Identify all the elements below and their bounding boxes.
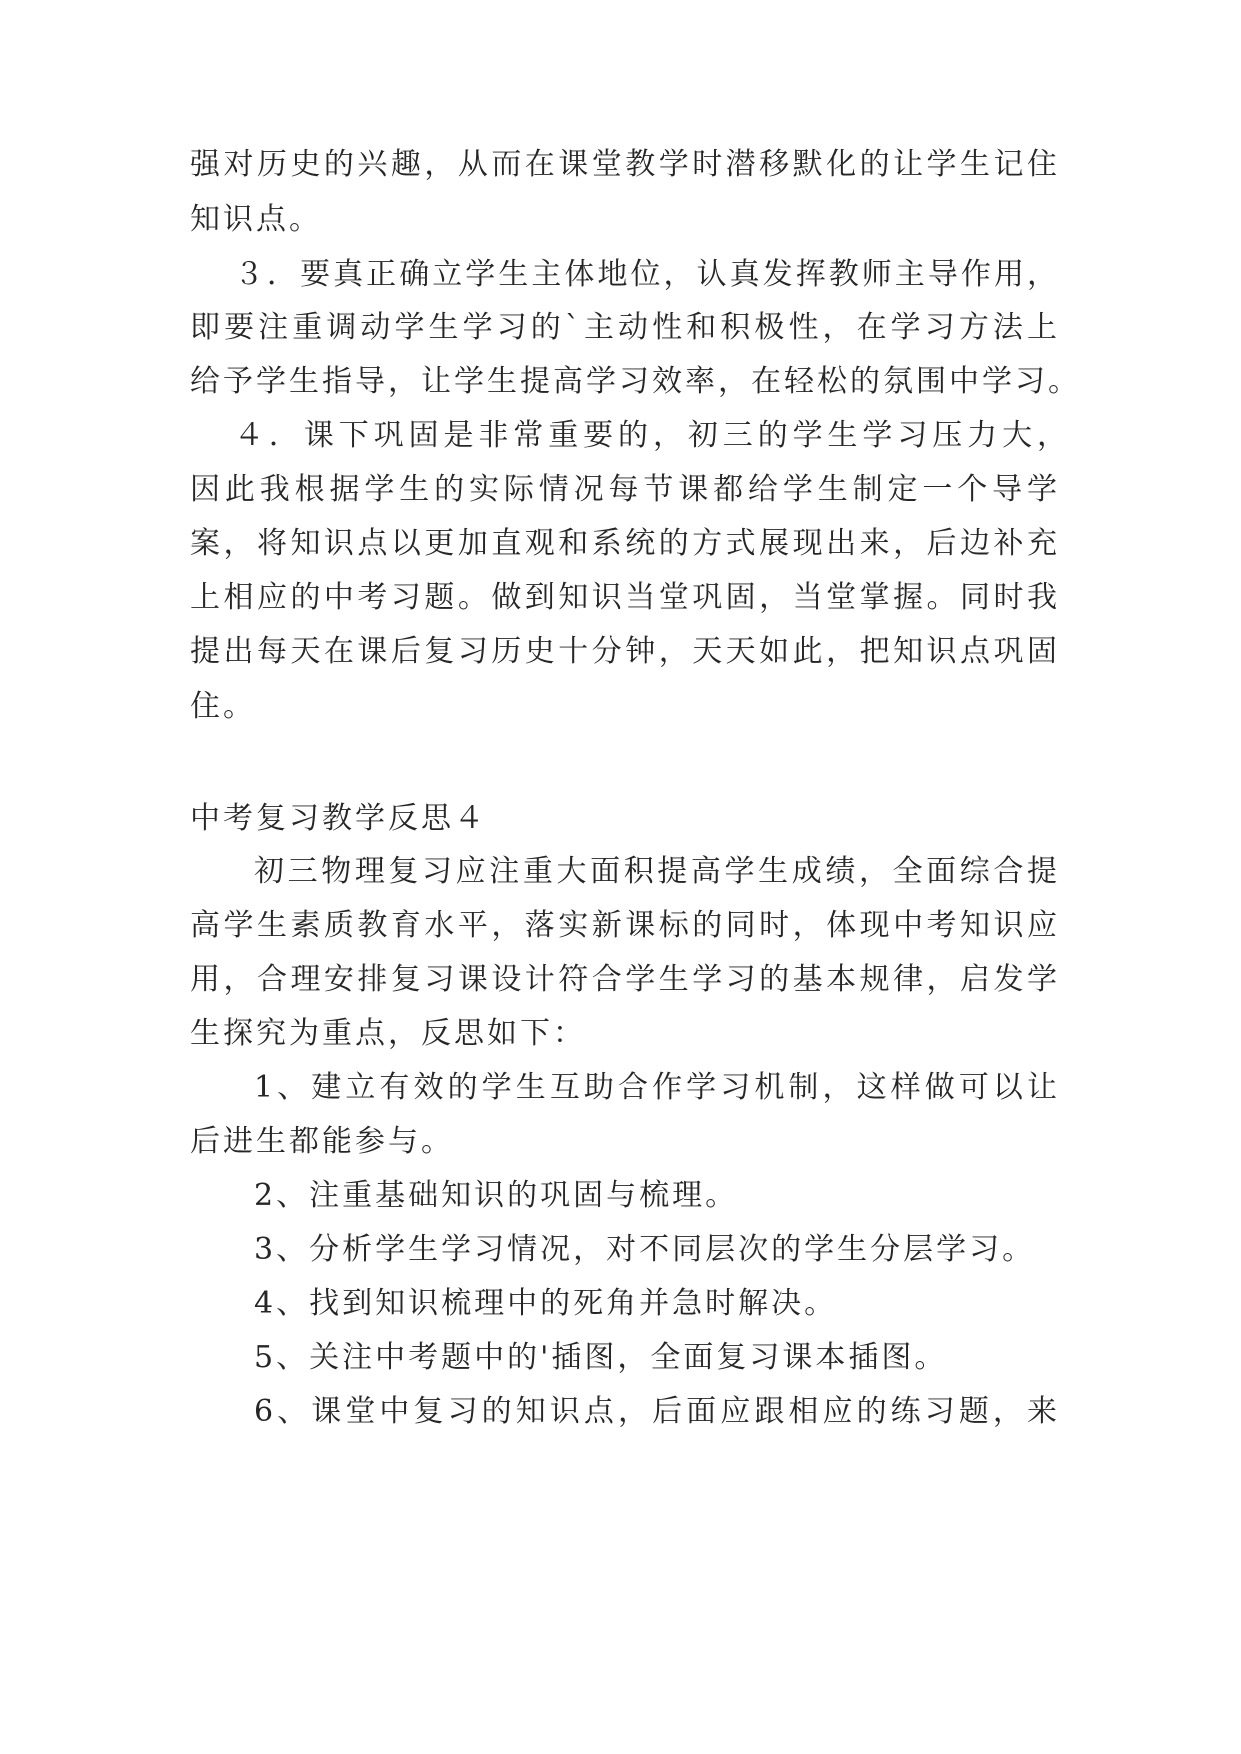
paragraph-line: 后进生都能参与。 — [190, 1124, 454, 1159]
list-item: 3、分析学生学习情况，对不同层次的学生分层学习。 — [254, 1232, 1036, 1267]
paragraph-line: 给予学生指导，让学生提高学习效率，在轻松的氛围中学习。 — [190, 364, 1081, 399]
paragraph-line: 知识点。 — [190, 202, 322, 237]
paragraph-line: 生探究为重点，反思如下： — [190, 1016, 586, 1051]
paragraph-line: 高学生素质教育水平，落实新课标的同时，体现中考知识应 — [190, 908, 1060, 943]
paragraph-line: 1、建立有效的学生互助合作学习机制，这样做可以让 — [254, 1070, 1060, 1105]
paragraph-line: 强对历史的兴趣，从而在课堂教学时潜移默化的让学生记住 — [190, 147, 1060, 182]
paragraph-line: 初三物理复习应注重大面积提高学生成绩，全面综合提 — [254, 854, 1060, 889]
paragraph-line: 即要注重调动学生学习的`主动性和积极性，在学习方法上 — [190, 310, 1060, 345]
section-heading: 中考复习教学反思４ — [190, 801, 487, 836]
paragraph-line: ４．课下巩固是非常重要的，初三的学生学习压力大， — [234, 418, 1070, 453]
paragraph-line: 提出每天在课后复习历史十分钟，天天如此，把知识点巩固 — [190, 634, 1060, 669]
paragraph-line: ３．要真正确立学生主体地位，认真发挥教师主导作用， — [234, 257, 1060, 292]
paragraph-line: 案，将知识点以更加直观和系统的方式展现出来，后边补充 — [190, 526, 1060, 561]
list-item: 4、找到知识梳理中的死角并急时解决。 — [254, 1286, 838, 1321]
paragraph-line: 因此我根据学生的实际情况每节课都给学生制定一个导学 — [190, 472, 1060, 507]
list-item: 2、注重基础知识的巩固与梳理。 — [254, 1178, 739, 1213]
list-item: 5、关注中考题中的'插图，全面复习课本插图。 — [254, 1340, 948, 1375]
paragraph-line: 上相应的中考习题。做到知识当堂巩固，当堂掌握。同时我 — [190, 580, 1060, 615]
paragraph-line: 住。 — [190, 689, 256, 724]
paragraph-line: 用，合理安排复习课设计符合学生学习的基本规律，启发学 — [190, 962, 1060, 997]
list-item: 6、课堂中复习的知识点，后面应跟相应的练习题，来 — [254, 1394, 1060, 1429]
